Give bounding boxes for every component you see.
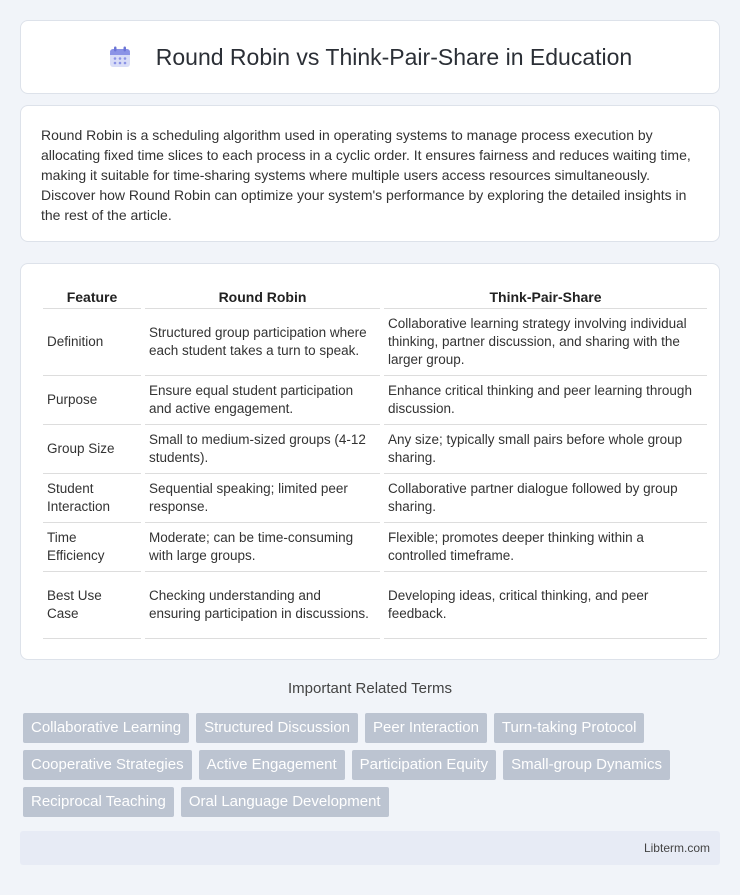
header-card — [20, 20, 720, 94]
feature-cell: Group Size — [43, 425, 141, 474]
calendar-icon — [108, 45, 132, 69]
table-row — [43, 425, 707, 474]
header-round-robin: Round Robin — [145, 284, 380, 309]
tag-participation-equity[interactable]: Participation Equity — [352, 750, 496, 780]
table-header-row — [43, 284, 707, 309]
tag-peer-interaction[interactable]: Peer Interaction — [365, 713, 487, 743]
think-pair-share-cell: Any size; typically small pairs before whole group sharing. — [384, 425, 707, 474]
round-robin-cell: Moderate; can be time-consuming with large groups. — [145, 523, 380, 572]
table-row — [43, 572, 707, 639]
feature-cell: Purpose — [43, 376, 141, 425]
table-row — [43, 376, 707, 425]
tag-oral-language-development[interactable]: Oral Language Development — [181, 787, 389, 817]
feature-cell: Student Interaction — [43, 474, 141, 523]
tag-small-group-dynamics[interactable]: Small-group Dynamics — [503, 750, 670, 780]
round-robin-cell: Checking understanding and ensuring participation in discussions. — [145, 572, 380, 639]
tag-structured-discussion[interactable]: Structured Discussion — [196, 713, 358, 743]
round-robin-cell: Ensure equal student participation and active engagement. — [145, 376, 380, 425]
feature-cell: Best Use Case — [43, 572, 141, 639]
tag-active-engagement[interactable]: Active Engagement — [199, 750, 345, 780]
tag-collaborative-learning[interactable]: Collaborative Learning — [23, 713, 189, 743]
round-robin-cell: Sequential speaking; limited peer response. — [145, 474, 380, 523]
feature-cell: Time Efficiency — [43, 523, 141, 572]
header-feature: Feature — [43, 284, 141, 309]
round-robin-cell: Small to medium-sized groups (4-12 students). — [145, 425, 380, 474]
header-think-pair-share: Think-Pair-Share — [384, 284, 707, 309]
intro-text: Round Robin is a scheduling algorithm used in operating systems to manage process execution by allocating fixed time slices to each process in a cyclic order. It ensures fairness and reduces waiting time, making it suitable for time-sharing systems where multiple users access resources simultaneously. Discover how Round Robin can optimize your system's performance by exploring the detailed insights in the rest of the article. — [41, 127, 691, 223]
tag-cooperative-strategies[interactable]: Cooperative Strategies — [23, 750, 192, 780]
related-terms-list — [23, 713, 723, 817]
page-title: Round Robin vs Think-Pair-Share in Education — [155, 43, 633, 70]
round-robin-cell: Structured group participation where each student takes a turn to speak. — [145, 309, 380, 376]
related-terms-title: Important Related Terms — [288, 680, 452, 697]
feature-cell: Definition — [43, 309, 141, 376]
think-pair-share-cell: Collaborative learning strategy involving individual thinking, partner discussion, and sharing with the larger group. — [384, 309, 707, 376]
tag-reciprocal-teaching[interactable]: Reciprocal Teaching — [23, 787, 174, 817]
comparison-table — [39, 284, 711, 639]
think-pair-share-cell: Flexible; promotes deeper thinking within a controlled timeframe. — [384, 523, 707, 572]
comparison-card — [20, 263, 720, 660]
intro-card — [20, 105, 720, 242]
think-pair-share-cell: Developing ideas, critical thinking, and peer feedback. — [384, 572, 707, 639]
table-row — [43, 523, 707, 572]
tag-turn-taking-protocol[interactable]: Turn-taking Protocol — [494, 713, 645, 743]
footer — [20, 831, 720, 865]
think-pair-share-cell: Collaborative partner dialogue followed by group sharing. — [384, 474, 707, 523]
table-row — [43, 474, 707, 523]
footer-site-link[interactable]: Libterm.com — [643, 841, 710, 855]
table-row — [43, 309, 707, 376]
think-pair-share-cell: Enhance critical thinking and peer learning through discussion. — [384, 376, 707, 425]
